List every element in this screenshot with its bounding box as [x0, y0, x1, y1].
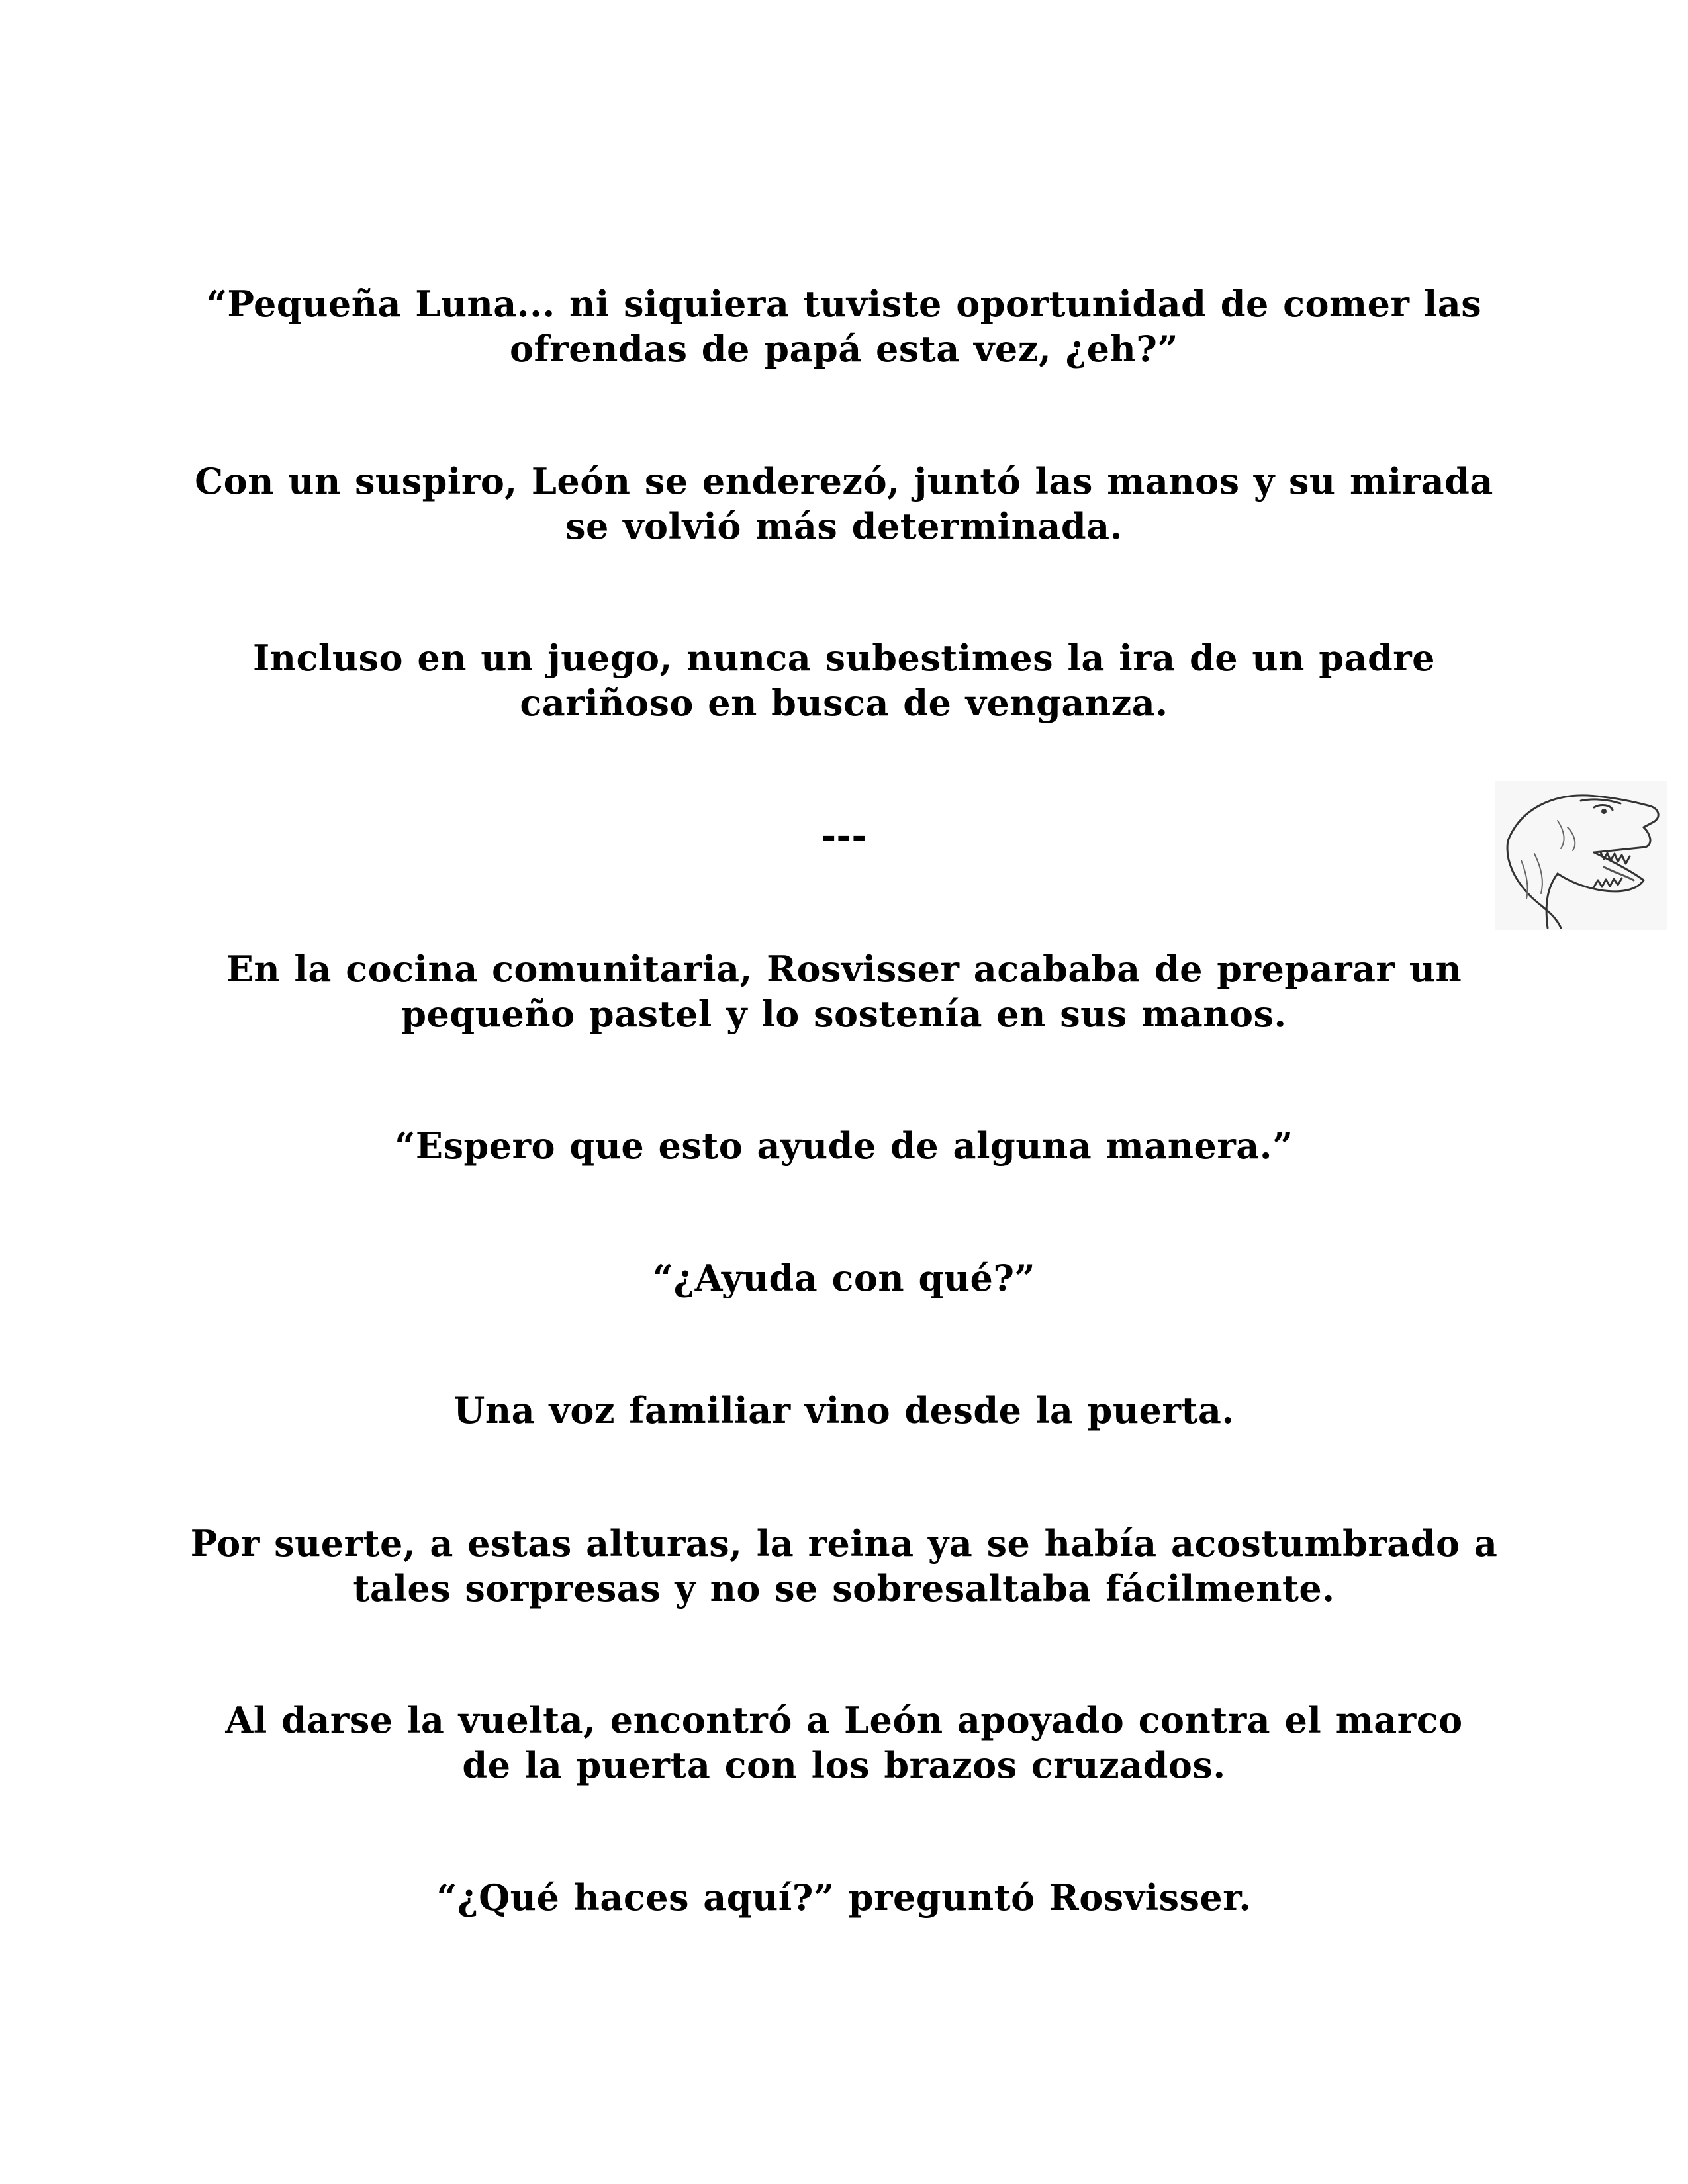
- paragraph-line: En la cocina comunitaria, Rosvisser acababa de preparar un: [226, 948, 1462, 990]
- dinosaur-head-sketch-icon: [1495, 781, 1667, 930]
- paragraph-line: cariñoso en busca de venganza.: [520, 682, 1168, 724]
- paragraph-line: Con un suspiro, León se enderezó, juntó las manos y su mirada: [195, 460, 1493, 502]
- paragraph-1: [185, 281, 1503, 371]
- paragraph-line: ofrendas de papá esta vez, ¿eh?”: [510, 328, 1178, 370]
- paragraph-line: “Espero que esto ayude de alguna manera.”: [395, 1124, 1293, 1167]
- paragraph-2: [185, 459, 1503, 549]
- paragraph-line: Incluso en un juego, nunca subestimes la ira de un padre: [252, 637, 1436, 679]
- paragraph-line: “¿Ayuda con qué?”: [652, 1257, 1036, 1299]
- paragraph-10: [185, 1875, 1503, 1920]
- paragraph-line: Al darse la vuelta, encontró a León apoyado contra el marco: [225, 1699, 1463, 1741]
- paragraph-4: [185, 946, 1503, 1036]
- paragraph-line: “¿Qué haces aquí?” preguntó Rosvisser.: [436, 1876, 1252, 1919]
- paragraph-5: [185, 1123, 1503, 1168]
- paragraph-7: [185, 1388, 1503, 1433]
- paragraph-6: [185, 1255, 1503, 1300]
- paragraph-line: “Pequeña Luna... ni siquiera tuviste oportunidad de comer las: [206, 283, 1482, 325]
- scene-break: [185, 813, 1503, 858]
- paragraph-line: pequeño pastel y lo sostenía en sus manos.: [401, 993, 1287, 1035]
- paragraph-line: tales sorpresas y no se sobresaltaba fácilmente.: [353, 1567, 1335, 1610]
- paragraph-line: Una voz familiar vino desde la puerta.: [453, 1389, 1235, 1432]
- scene-break-marker: ---: [821, 814, 867, 856]
- paragraph-line: de la puerta con los brazos cruzados.: [462, 1744, 1226, 1786]
- paragraph-line: se volvió más determinada.: [565, 505, 1123, 547]
- paragraph-9: [185, 1698, 1503, 1788]
- paragraph-8: [185, 1521, 1503, 1611]
- paragraph-3: [185, 635, 1503, 725]
- paragraph-line: Por suerte, a estas alturas, la reina ya se había acostumbrado a: [190, 1522, 1498, 1565]
